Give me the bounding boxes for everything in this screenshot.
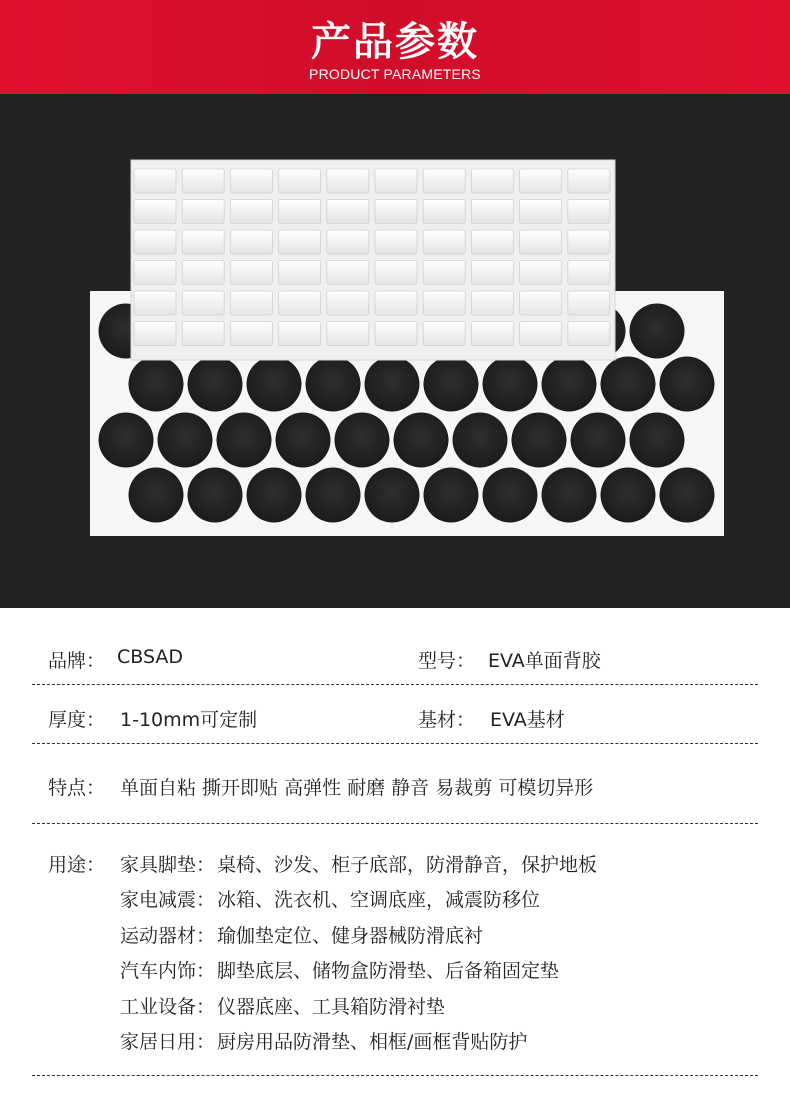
- square-pad: [568, 169, 610, 193]
- round-pad: [601, 468, 656, 523]
- square-pad: [471, 169, 513, 193]
- use-category: 汽车内饰：: [120, 960, 216, 982]
- square-pad: [327, 169, 369, 193]
- square-pad: [279, 230, 321, 254]
- round-pad: [129, 357, 184, 412]
- square-pad: [134, 169, 176, 193]
- use-category: 家电减震：: [120, 889, 216, 911]
- square-pad: [375, 322, 417, 346]
- square-pad: [471, 230, 513, 254]
- square-pad: [230, 169, 272, 193]
- square-pad: [230, 230, 272, 254]
- divider: [32, 1075, 758, 1076]
- square-pad: [568, 261, 610, 285]
- round-pad: [601, 357, 656, 412]
- header-banner: [0, 0, 790, 94]
- square-pad: [327, 200, 369, 224]
- square-pad: [327, 230, 369, 254]
- features-value: 单面自粘 撕开即贴 高弹性 耐磨 静音 易裁剪 可模切异形: [120, 777, 594, 799]
- square-pad: [230, 200, 272, 224]
- square-pad: [520, 291, 562, 315]
- square-pad: [327, 291, 369, 315]
- square-pad: [520, 230, 562, 254]
- round-pad: [306, 357, 361, 412]
- round-pad: [276, 413, 331, 468]
- square-pad: [423, 261, 465, 285]
- square-pad: [375, 200, 417, 224]
- material-value: EVA基材: [490, 709, 565, 731]
- square-pad: [134, 291, 176, 315]
- use-item: [120, 992, 445, 1019]
- square-pad: [423, 169, 465, 193]
- round-pad: [424, 357, 479, 412]
- round-pad: [630, 413, 685, 468]
- square-pad: [471, 261, 513, 285]
- square-pad: [375, 291, 417, 315]
- use-item: [120, 1027, 527, 1054]
- thickness-label: 厚度：: [48, 709, 106, 731]
- use-category: 家具脚垫：: [120, 854, 216, 876]
- uses-label: 用途：: [48, 854, 106, 876]
- use-item: [120, 921, 483, 948]
- round-pad: [630, 304, 685, 359]
- use-description: 桌椅、沙发、柜子底部，防滑静音，保护地板: [217, 854, 598, 876]
- use-category: 工业设备：: [120, 996, 216, 1018]
- model-value: EVA单面背胶: [488, 650, 601, 672]
- brand-label: 品牌：: [48, 650, 106, 672]
- square-pad: [423, 200, 465, 224]
- use-category: 运动器材：: [120, 925, 216, 947]
- square-pad: [182, 291, 224, 315]
- square-pad: [568, 291, 610, 315]
- square-pad: [134, 322, 176, 346]
- square-pad: [134, 200, 176, 224]
- round-pad: [306, 468, 361, 523]
- round-pad: [483, 357, 538, 412]
- round-pad: [188, 468, 243, 523]
- divider: [32, 743, 758, 744]
- square-pad: [279, 200, 321, 224]
- square-pad: [471, 291, 513, 315]
- square-pad: [520, 322, 562, 346]
- square-pad: [134, 261, 176, 285]
- round-pad: [217, 413, 272, 468]
- use-description: 仪器底座、工具箱防滑衬垫: [217, 996, 446, 1018]
- square-pad: [568, 322, 610, 346]
- square-pad: [520, 200, 562, 224]
- divider: [32, 684, 758, 685]
- square-pad: [375, 261, 417, 285]
- use-description: 厨房用品防滑垫、相框/画框背贴防护: [217, 1031, 528, 1053]
- square-pad: [471, 322, 513, 346]
- square-pad: [182, 261, 224, 285]
- round-pad: [365, 357, 420, 412]
- parameters-section: [0, 608, 790, 1098]
- round-pad: [571, 413, 626, 468]
- use-item: [120, 885, 540, 912]
- square-pad: [327, 261, 369, 285]
- use-description: 瑜伽垫定位、健身器械防滑底衬: [217, 925, 484, 947]
- square-pad: [375, 169, 417, 193]
- square-pad: [279, 261, 321, 285]
- square-pad: [471, 200, 513, 224]
- round-pad: [483, 468, 538, 523]
- square-pad: [423, 291, 465, 315]
- thickness-value: 1-10mm可定制: [120, 709, 258, 731]
- square-pad: [568, 200, 610, 224]
- square-pad: [182, 322, 224, 346]
- square-pad: [423, 230, 465, 254]
- round-pad: [660, 357, 715, 412]
- round-pad: [365, 468, 420, 523]
- round-pad: [247, 468, 302, 523]
- round-pad: [512, 413, 567, 468]
- model-label: 型号：: [418, 650, 476, 672]
- brand-value: CBSAD: [117, 646, 184, 668]
- round-pad: [453, 413, 508, 468]
- round-pad: [394, 413, 449, 468]
- square-pad: [279, 291, 321, 315]
- round-pad: [335, 413, 390, 468]
- round-pad: [542, 468, 597, 523]
- round-pad: [660, 468, 715, 523]
- square-pad: [230, 261, 272, 285]
- round-pad: [158, 413, 213, 468]
- use-category: 家居日用：: [120, 1031, 216, 1053]
- round-pad: [247, 357, 302, 412]
- divider: [32, 823, 758, 824]
- square-pad: [182, 169, 224, 193]
- square-pad: [568, 230, 610, 254]
- square-pad: [134, 230, 176, 254]
- square-pad: [375, 230, 417, 254]
- use-description: 冰箱、洗衣机、空调底座，减震防移位: [217, 889, 541, 911]
- product-photo-illustration: [0, 94, 790, 608]
- round-pad: [542, 357, 597, 412]
- square-pad: [230, 291, 272, 315]
- square-pad: [182, 200, 224, 224]
- page-title: 产品参数: [311, 19, 479, 65]
- page-subtitle: PRODUCT PARAMETERS: [309, 66, 481, 82]
- round-pad: [129, 468, 184, 523]
- round-pad: [188, 357, 243, 412]
- use-description: 脚垫底层、储物盒防滑垫、后备箱固定垫: [217, 960, 560, 982]
- round-pad: [99, 413, 154, 468]
- square-pad: [520, 169, 562, 193]
- round-pad: [424, 468, 479, 523]
- square-pad: [279, 322, 321, 346]
- square-pad: [520, 261, 562, 285]
- use-item: [120, 956, 559, 983]
- material-label: 基材：: [418, 709, 476, 731]
- square-pad: [327, 322, 369, 346]
- square-pad: [423, 322, 465, 346]
- square-pad: [230, 322, 272, 346]
- product-photo: [0, 94, 790, 608]
- features-label: 特点：: [48, 777, 106, 799]
- square-pad: [182, 230, 224, 254]
- square-pad: [279, 169, 321, 193]
- use-item: [120, 850, 597, 877]
